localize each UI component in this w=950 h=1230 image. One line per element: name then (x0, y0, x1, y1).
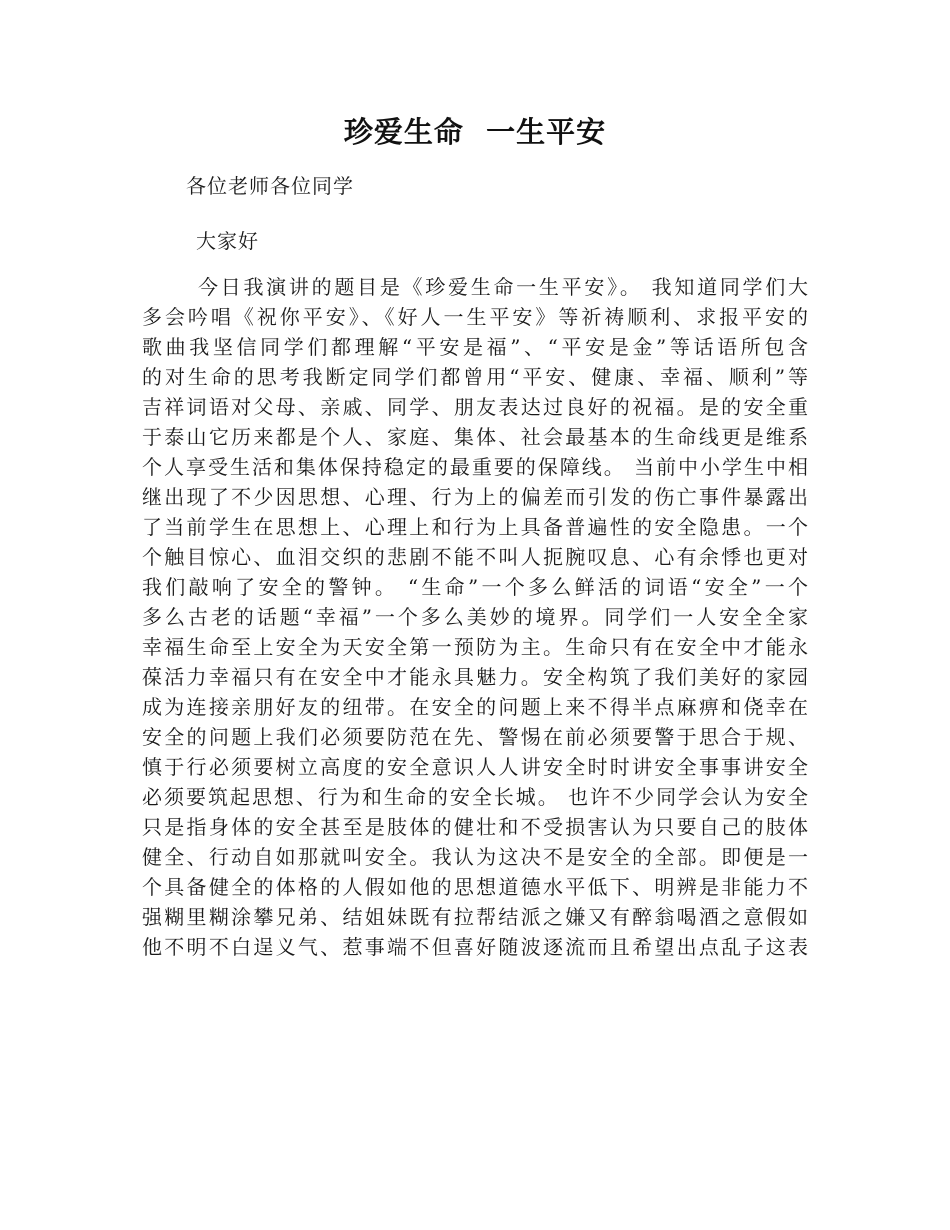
body-line: 于泰山它历来都是个人、家庭、集体、社会最基本的生命线更是维系 (142, 425, 808, 449)
body-line: 个具备健全的体格的人假如他的思想道德水平低下、明辨是非能力不 (142, 875, 808, 899)
body-line: 了当前学生在思想上、心理上和行为上具备普遍性的安全隐患。一个 (142, 515, 808, 539)
body-line: 吉祥词语对父母、亲戚、同学、朋友表达过良好的祝福。是的安全重 (142, 395, 808, 419)
body-line: 葆活力幸福只有在安全中才能永具魅力。安全构筑了我们美好的家园 (142, 665, 808, 689)
body-line: 强糊里糊涂攀兄弟、结姐妹既有拉帮结派之嫌又有醉翁喝酒之意假如 (142, 905, 808, 929)
body-line: 慎于行必须要树立高度的安全意识人人讲安全时时讲安全事事讲安全 (142, 755, 808, 779)
body-line: 健全、行动自如那就叫安全。我认为这决不是安全的全部。即便是一 (142, 845, 808, 869)
body-line: 今日我演讲的题目是《珍爱生命一生平安》。 我知道同学们大 (198, 275, 808, 299)
body-line: 的对生命的思考我断定同学们都曾用“平安、健康、幸福、顺利”等 (142, 365, 808, 389)
body-line: 多么古老的话题“幸福”一个多么美妙的境界。同学们一人安全全家 (142, 605, 808, 629)
body-line: 个触目惊心、血泪交织的悲剧不能不叫人扼腕叹息、心有余悸也更对 (142, 545, 808, 569)
body-line: 我们敲响了安全的警钟。 “生命”一个多么鲜活的词语“安全”一个 (142, 575, 808, 599)
salutation-teachers-students: 各位老师各位同学 (186, 174, 354, 198)
body-line: 只是指身体的安全甚至是肢体的健壮和不受损害认为只要自己的肢体 (142, 815, 808, 839)
body-line: 必须要筑起思想、行为和生命的安全长城。 也许不少同学会认为安全 (142, 785, 808, 809)
body-line: 多会吟唱《祝你平安》、《好人一生平安》等祈祷顺利、求报平安的 (142, 305, 808, 329)
body-line: 他不明不白逞义气、惹事端不但喜好随波逐流而且希望出点乱子这表 (142, 935, 808, 959)
body-line: 继出现了不少因思想、心理、行为上的偏差而引发的伤亡事件暴露出 (142, 485, 808, 509)
body-line: 歌曲我坚信同学们都理解“平安是福”、“平安是金”等话语所包含 (142, 335, 808, 359)
body-line: 成为连接亲朋好友的纽带。在安全的问题上来不得半点麻痹和侥幸在 (142, 695, 808, 719)
body-line: 安全的问题上我们必须要防范在先、警惕在前必须要警于思合于规、 (142, 725, 808, 749)
speech-body (142, 272, 808, 962)
body-line: 个人享受生活和集体保持稳定的最重要的保障线。 当前中小学生中相 (142, 455, 808, 479)
document-title: 珍爱生命 一生平安 (343, 115, 607, 149)
body-line: 幸福生命至上安全为天安全第一预防为主。生命只有在安全中才能永 (142, 635, 808, 659)
salutation-greeting: 大家好 (196, 229, 259, 253)
